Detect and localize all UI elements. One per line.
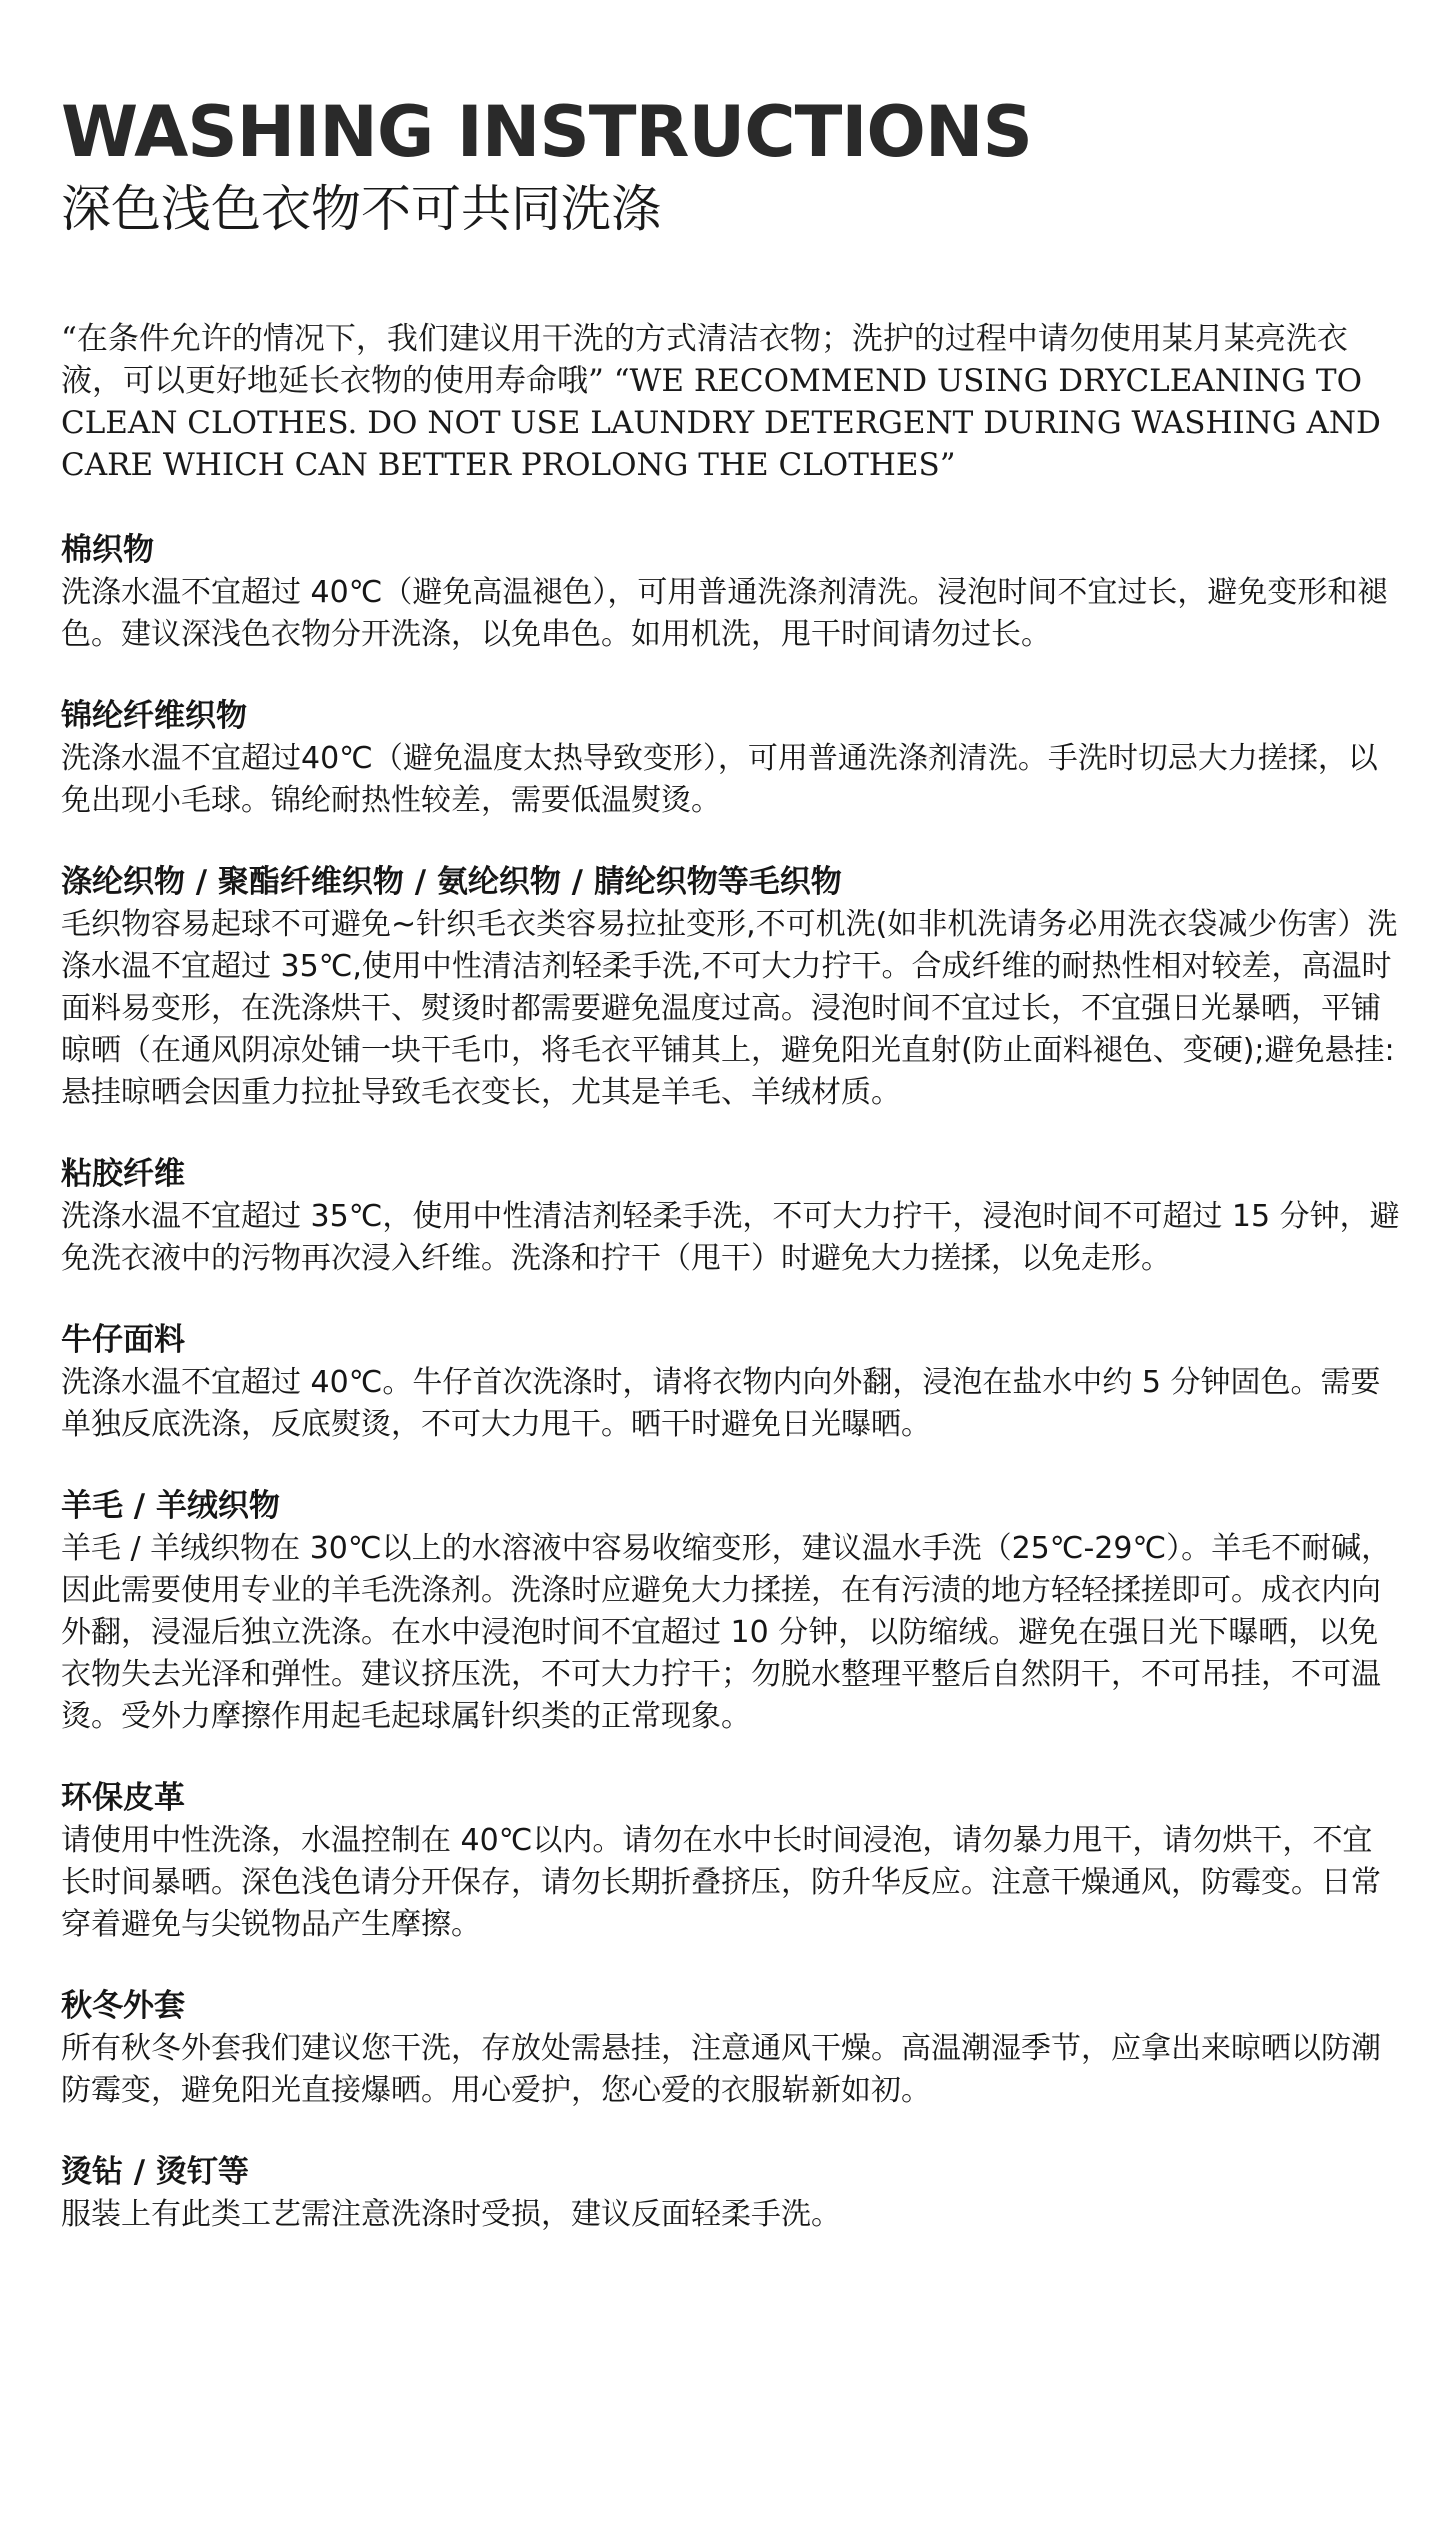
section-body: 洗涤水温不宜超过 40℃。牛仔首次洗涤时，请将衣物内向外翻，浸泡在盐水中约 5 分钟固色。需要单独反底洗涤，反底熨烫，不可大力甩干。晒干时避免日光曝晒。: [61, 1365, 1381, 1442]
section-autumn-winter-coat: [61, 1984, 1401, 2112]
intro-paragraph: “在条件允许的情况下，我们建议用干洗的方式清洁衣物；洗护的过程中请勿使用某月某亮洗衣液，可以更好地延长衣物的使用寿命哦” “WE RECOMMEND USING DRYCLEANING TO CLEAN CLOTHES. DO NOT USE LAUNDRY DETERGENT DURING WASHING AND CARE WHICH CAN BETTER PROLONG THE CLOTHES”: [61, 321, 1381, 483]
section-title: 棉织物: [61, 532, 154, 568]
section-body: 服装上有此类工艺需注意洗涤时受损，建议反面轻柔手洗。: [61, 2197, 841, 2232]
section-title: 牛仔面料: [61, 1322, 185, 1358]
section-body: 洗涤水温不宜超过 40℃（避免高温褪色），可用普通洗涤剂清洗。浸泡时间不宜过长，避免变形和褪色。建议深浅色衣物分开洗涤，以免串色。如用机洗，甩干时间请勿过长。: [61, 575, 1388, 652]
section-synthetic-wool: [61, 860, 1401, 1114]
section-title: 秋冬外套: [61, 1988, 185, 2024]
section-nylon: [61, 694, 1401, 822]
section-eco-leather: [61, 1776, 1401, 1946]
section-title: 粘胶纤维: [61, 1156, 185, 1192]
section-viscose: [61, 1152, 1401, 1280]
section-cotton: [61, 528, 1401, 656]
section-denim: [61, 1318, 1401, 1446]
section-hot-fix-rhinestones: [61, 2150, 1401, 2236]
section-wool-cashmere: [61, 1484, 1401, 1738]
page-title: WASHING INSTRUCTIONS: [61, 91, 1032, 173]
section-body: 请使用中性洗涤，水温控制在 40℃以内。请勿在水中长时间浸泡，请勿暴力甩干，请勿烘干，不宜长时间暴晒。深色浅色请分开保存，请勿长期折叠挤压，防升华反应。注意干燥通风，防霉变。日常穿着避免与尖锐物品产生摩擦。: [61, 1823, 1381, 1942]
section-body: 所有秋冬外套我们建议您干洗，存放处需悬挂，注意通风干燥。高温潮湿季节，应拿出来晾晒以防潮防霉变，避免阳光直接爆晒。用心爱护，您心爱的衣服崭新如初。: [61, 2031, 1381, 2108]
section-body: 洗涤水温不宜超过40℃（避免温度太热导致变形），可用普通洗涤剂清洗。手洗时切忌大力搓揉，以免出现小毛球。锦纶耐热性较差，需要低温熨烫。: [61, 741, 1378, 818]
section-body: 羊毛 / 羊绒织物在 30℃以上的水溶液中容易收缩变形，建议温水手洗（25℃-29℃）。羊毛不耐碱，因此需要使用专业的羊毛洗涤剂。洗涤时应避免大力揉搓，在有污渍的地方轻轻揉搓即可。成衣内向外翻，浸湿后独立洗涤。在水中浸泡时间不宜超过 10 分钟，以防缩绒。避免在强日光下曝晒，以免衣物失去光泽和弹性。建议挤压洗，不可大力拧干；勿脱水整理平整后自然阴干，不可吊挂，不可温烫。受外力摩擦作用起毛起球属针织类的正常现象。: [61, 1531, 1392, 1734]
section-title: 羊毛 / 羊绒织物: [61, 1488, 280, 1524]
section-title: 烫钻 / 烫钉等: [61, 2154, 249, 2190]
care-sections: [61, 528, 1401, 2274]
page-subtitle: 深色浅色衣物不可共同洗涤: [61, 180, 661, 238]
section-body: 毛织物容易起球不可避免~针织毛衣类容易拉扯变形,不可机洗(如非机洗请务必用洗衣袋减少伤害）洗涤水温不宜超过 35℃,使用中性清洁剂轻柔手洗,不可大力拧干。合成纤维的耐热性相对较差，高温时面料易变形，在洗涤烘干、熨烫时都需要避免温度过高。浸泡时间不宜过长，不宜强日光暴晒，平铺晾晒（在通风阴凉处铺一块干毛巾，将毛衣平铺其上，避免阳光直射(防止面料褪色、变硬);避免悬挂:悬挂晾晒会因重力拉扯导致毛衣变长，尤其是羊毛、羊绒材质。: [61, 907, 1398, 1110]
section-title: 锦纶纤维织物: [61, 698, 247, 734]
section-body: 洗涤水温不宜超过 35℃，使用中性清洁剂轻柔手洗，不可大力拧干，浸泡时间不可超过 15 分钟，避免洗衣液中的污物再次浸入纤维。洗涤和拧干（甩干）时避免大力搓揉，以免走形。: [61, 1199, 1400, 1276]
section-title: 环保皮革: [61, 1780, 185, 1816]
section-title: 涤纶织物 / 聚酯纤维织物 / 氨纶织物 / 腈纶织物等毛织物: [61, 864, 842, 900]
